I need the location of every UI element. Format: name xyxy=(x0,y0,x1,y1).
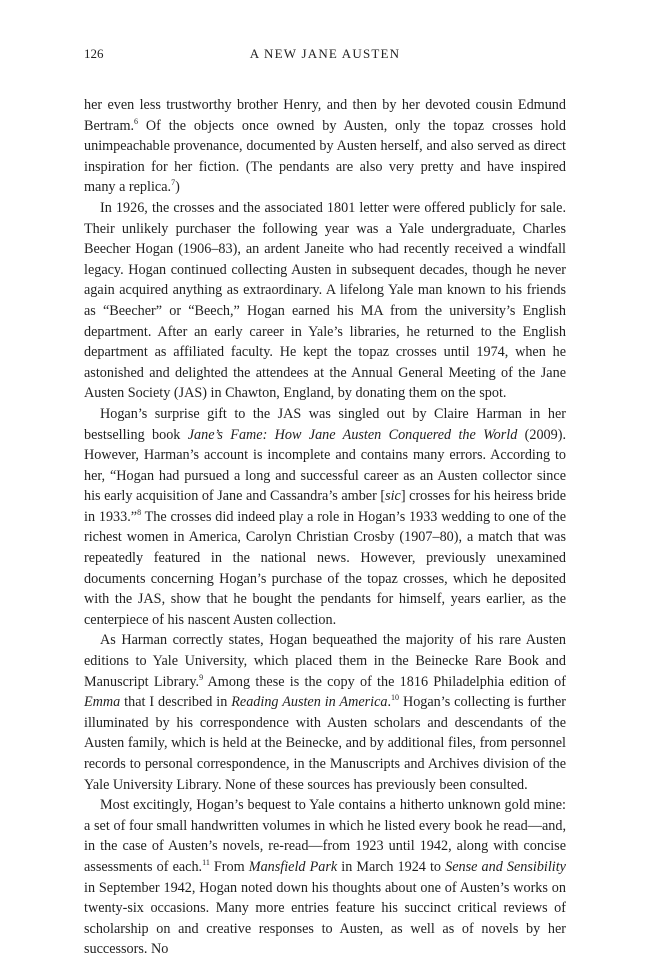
text-run: in September 1942, Hogan noted down his thoughts about one of Austen’s works on twenty-six occasions. Many more entries feature his succinct critical reviews of scholarship on and creative responses to Austen, as well as of novels by her successors. No xyxy=(84,879,566,958)
italic-text: sic xyxy=(385,488,401,505)
footnote-ref: 6 xyxy=(134,116,139,126)
text-run: . xyxy=(387,694,392,711)
text-run: Most excitingly, Hogan’s bequest to Yale contains a hitherto unknown gold mine: a set of four small handwritten volumes in which he listed every book he read—and, in the case of Austen’s novels, re-read—from 1923 until 1942, along with concise assessments of each. xyxy=(84,797,566,875)
text-run: (2009). However, Harman’s account is incomplete and contains many errors. According to her, “Hogan had pursued a long and successful career as an Austen collector since his early acquisition of Jane and Cassandra’s amber [ xyxy=(84,426,567,505)
text-run: ] crosses for his heiress bride in 1933.” xyxy=(84,488,566,525)
text-run: The crosses did indeed play a role in Hogan’s 1933 wedding to one of the richest women in America, Carolyn Christian Crosby (1907–80), a match that was repeatedly featured in the national news. However, previously unexamined documents concerning Hogan’s purchase of the topaz crosses, which he deposited with the JAS, show that he bought the pendants for himself, years earlier, as the centerpiece of his nascent Austen collection. xyxy=(84,508,566,628)
text-run: Hogan’s surprise gift to the JAS was singled out by Claire Harman in her bestselling book xyxy=(84,405,566,443)
page-number: 126 xyxy=(84,46,104,61)
italic-text: Mansfield Park xyxy=(248,858,338,875)
footnote-ref: 11 xyxy=(202,857,210,867)
text-run: in March 1924 to xyxy=(337,858,446,875)
text-run: ) xyxy=(175,179,180,196)
text-run: In 1926, the crosses and the associated 1801 letter were offered publicly for sale. Their unlikely purchaser the following year was a Yale undergraduate, Charles Beecher Hogan (1906–83), an ardent Janeite who had recently received a windfall legacy. Hogan continued collecting Austen in subsequent decades, though he never again acquired anything as extraordinary. A lifelong Yale man known to his friends as “Beecher” or “Beech,” Hogan earned his MA from the university’s English department. After an early career in Yale’s libraries, he returned to the English department as affiliated faculty. He kept the topaz crosses until 1974, when he astonished and delighted the attendees at the Annual General Meeting of the Jane Austen Society (JAS) in Chawton, England, by donating them on the spot. xyxy=(84,199,566,402)
paragraph xyxy=(84,95,566,198)
italic-text: Jane’s Fame: How Jane Austen Conquered the World xyxy=(187,426,518,443)
running-title: A NEW JANE AUSTEN xyxy=(249,46,401,61)
italic-text: Sense and Sensibility xyxy=(445,858,566,875)
italic-text: Reading Austen in America xyxy=(231,694,388,711)
paragraph xyxy=(84,630,566,795)
running-head xyxy=(84,46,566,66)
footnote-ref: 9 xyxy=(199,672,204,682)
footnote-ref: 7 xyxy=(171,178,176,188)
italic-text: Emma xyxy=(84,694,121,711)
paragraph xyxy=(84,404,566,631)
text-run: Hogan’s collecting is further illuminated by his correspondence with Austen scholars and descendants of the Austen family, which is held at the Beinecke, and by additional files, from personnel records to personal correspondence, in the Manuscripts and Archives division of the Yale University Library. None of these sources has previously been consulted. xyxy=(84,694,566,793)
body-text xyxy=(84,95,566,960)
text-run: As Harman correctly states, Hogan bequeathed the majority of his rare Austen editions to Yale University, which placed them in the Beinecke Rare Book and Manuscript Library. xyxy=(84,632,566,690)
paragraph xyxy=(84,198,566,404)
paragraph xyxy=(84,795,566,960)
footnote-ref: 10 xyxy=(391,693,400,703)
text-run: that I described in xyxy=(120,694,232,711)
footnote-ref: 8 xyxy=(137,507,142,517)
text-run: From xyxy=(209,858,249,875)
text-run: Among these is the copy of the 1816 Philadelphia edition of xyxy=(203,673,566,690)
text-run: her even less trustworthy brother Henry, and then by her devoted cousin Edmund Bertram. xyxy=(84,97,566,134)
text-run: Of the objects once owned by Austen, only the topaz crosses hold unimpeachable provenance, documented by Austen herself, and also served as direct inspiration for her fiction. (The pendants are also very pretty and have inspired many a replica. xyxy=(84,117,566,196)
